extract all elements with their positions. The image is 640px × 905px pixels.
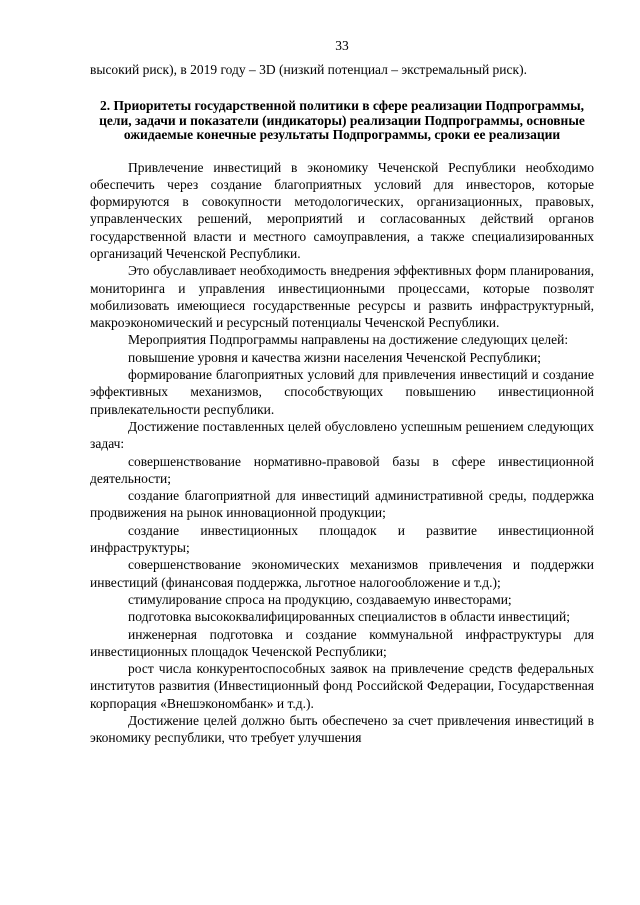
- goal-item: повышение уровня и качества жизни населения Чеченской Республики;: [128, 349, 541, 365]
- task-item: подготовка высококвалифицированных специалистов в области инвестиций;: [128, 609, 570, 625]
- task-item: стимулирование спроса на продукцию, создаваемую инвесторами;: [128, 591, 512, 607]
- task-item: совершенствование экономических механизмов привлечения и поддержки инвестиций (финансовая поддержка, льготное налогообложение и т.д.);: [90, 557, 594, 590]
- page-number: 33: [335, 38, 349, 53]
- task-item: рост числа конкурентоспособных заявок на привлечение средств федеральных институтов развития (Инвестиционный фонд Российской Федерации, Государственная корпорация «Внешэкономбанк» и т.д.).: [90, 661, 594, 711]
- goal-item: формирование благоприятных условий для привлечения инвестиций и создание эффективных механизмов, способствующих повышению инвестиционной привлекательности республики.: [90, 367, 594, 417]
- paragraph: Достижение целей должно быть обеспечено за счет привлечения инвестиций в экономику республики, что требует улучшения: [90, 713, 594, 746]
- task-item: совершенствование нормативно-правовой базы в сфере инвестиционной деятельности;: [90, 453, 594, 486]
- intro-line: высокий риск), в 2019 году – 3D (низкий потенциал – экстремальный риск).: [90, 62, 527, 77]
- task-item: создание благоприятной для инвестиций административной среды, поддержка продвижения на рынок инновационной продукции;: [90, 488, 594, 521]
- paragraph: Это обуславливает необходимость внедрения эффективных форм планирования, мониторинга и управления инвестиционными процессами, которые позволят мобилизовать имеющиеся государственные ресурсы и развить инфраструктурный, макроэкономический и ресурсный потенциалы Чеченской Республики.: [90, 263, 594, 331]
- paragraph: Привлечение инвестиций в экономику Чеченской Республики необходимо обеспечить через создание благоприятных условий для инвесторов, которые формируются в совокупности методологических, организационных, правовых, управленческих решений, мероприятий и согласованных действий органов государственной власти и местного самоуправления, а также специализированных организаций Чеченской Республики.: [90, 159, 594, 261]
- page-body: [90, 61, 594, 747]
- section-heading: 2. Приоритеты государственной политики в сфере реализации Подпрограммы, цели, задачи и показатели (индикаторы) реализации Подпрограммы, основные ожидаемые конечные результаты Подпрограммы, сроки ее реализации: [99, 98, 585, 143]
- task-item: инженерная подготовка и создание коммунальной инфраструктуры для инвестиционных площадок Чеченской Республики;: [90, 626, 594, 659]
- paragraph: Достижение поставленных целей обусловлено успешным решением следующих задач:: [90, 418, 594, 452]
- task-item: создание инвестиционных площадок и развитие инвестиционной инфраструктуры;: [90, 522, 594, 556]
- paragraph: Мероприятия Подпрограммы направлены на достижение следующих целей:: [128, 332, 569, 348]
